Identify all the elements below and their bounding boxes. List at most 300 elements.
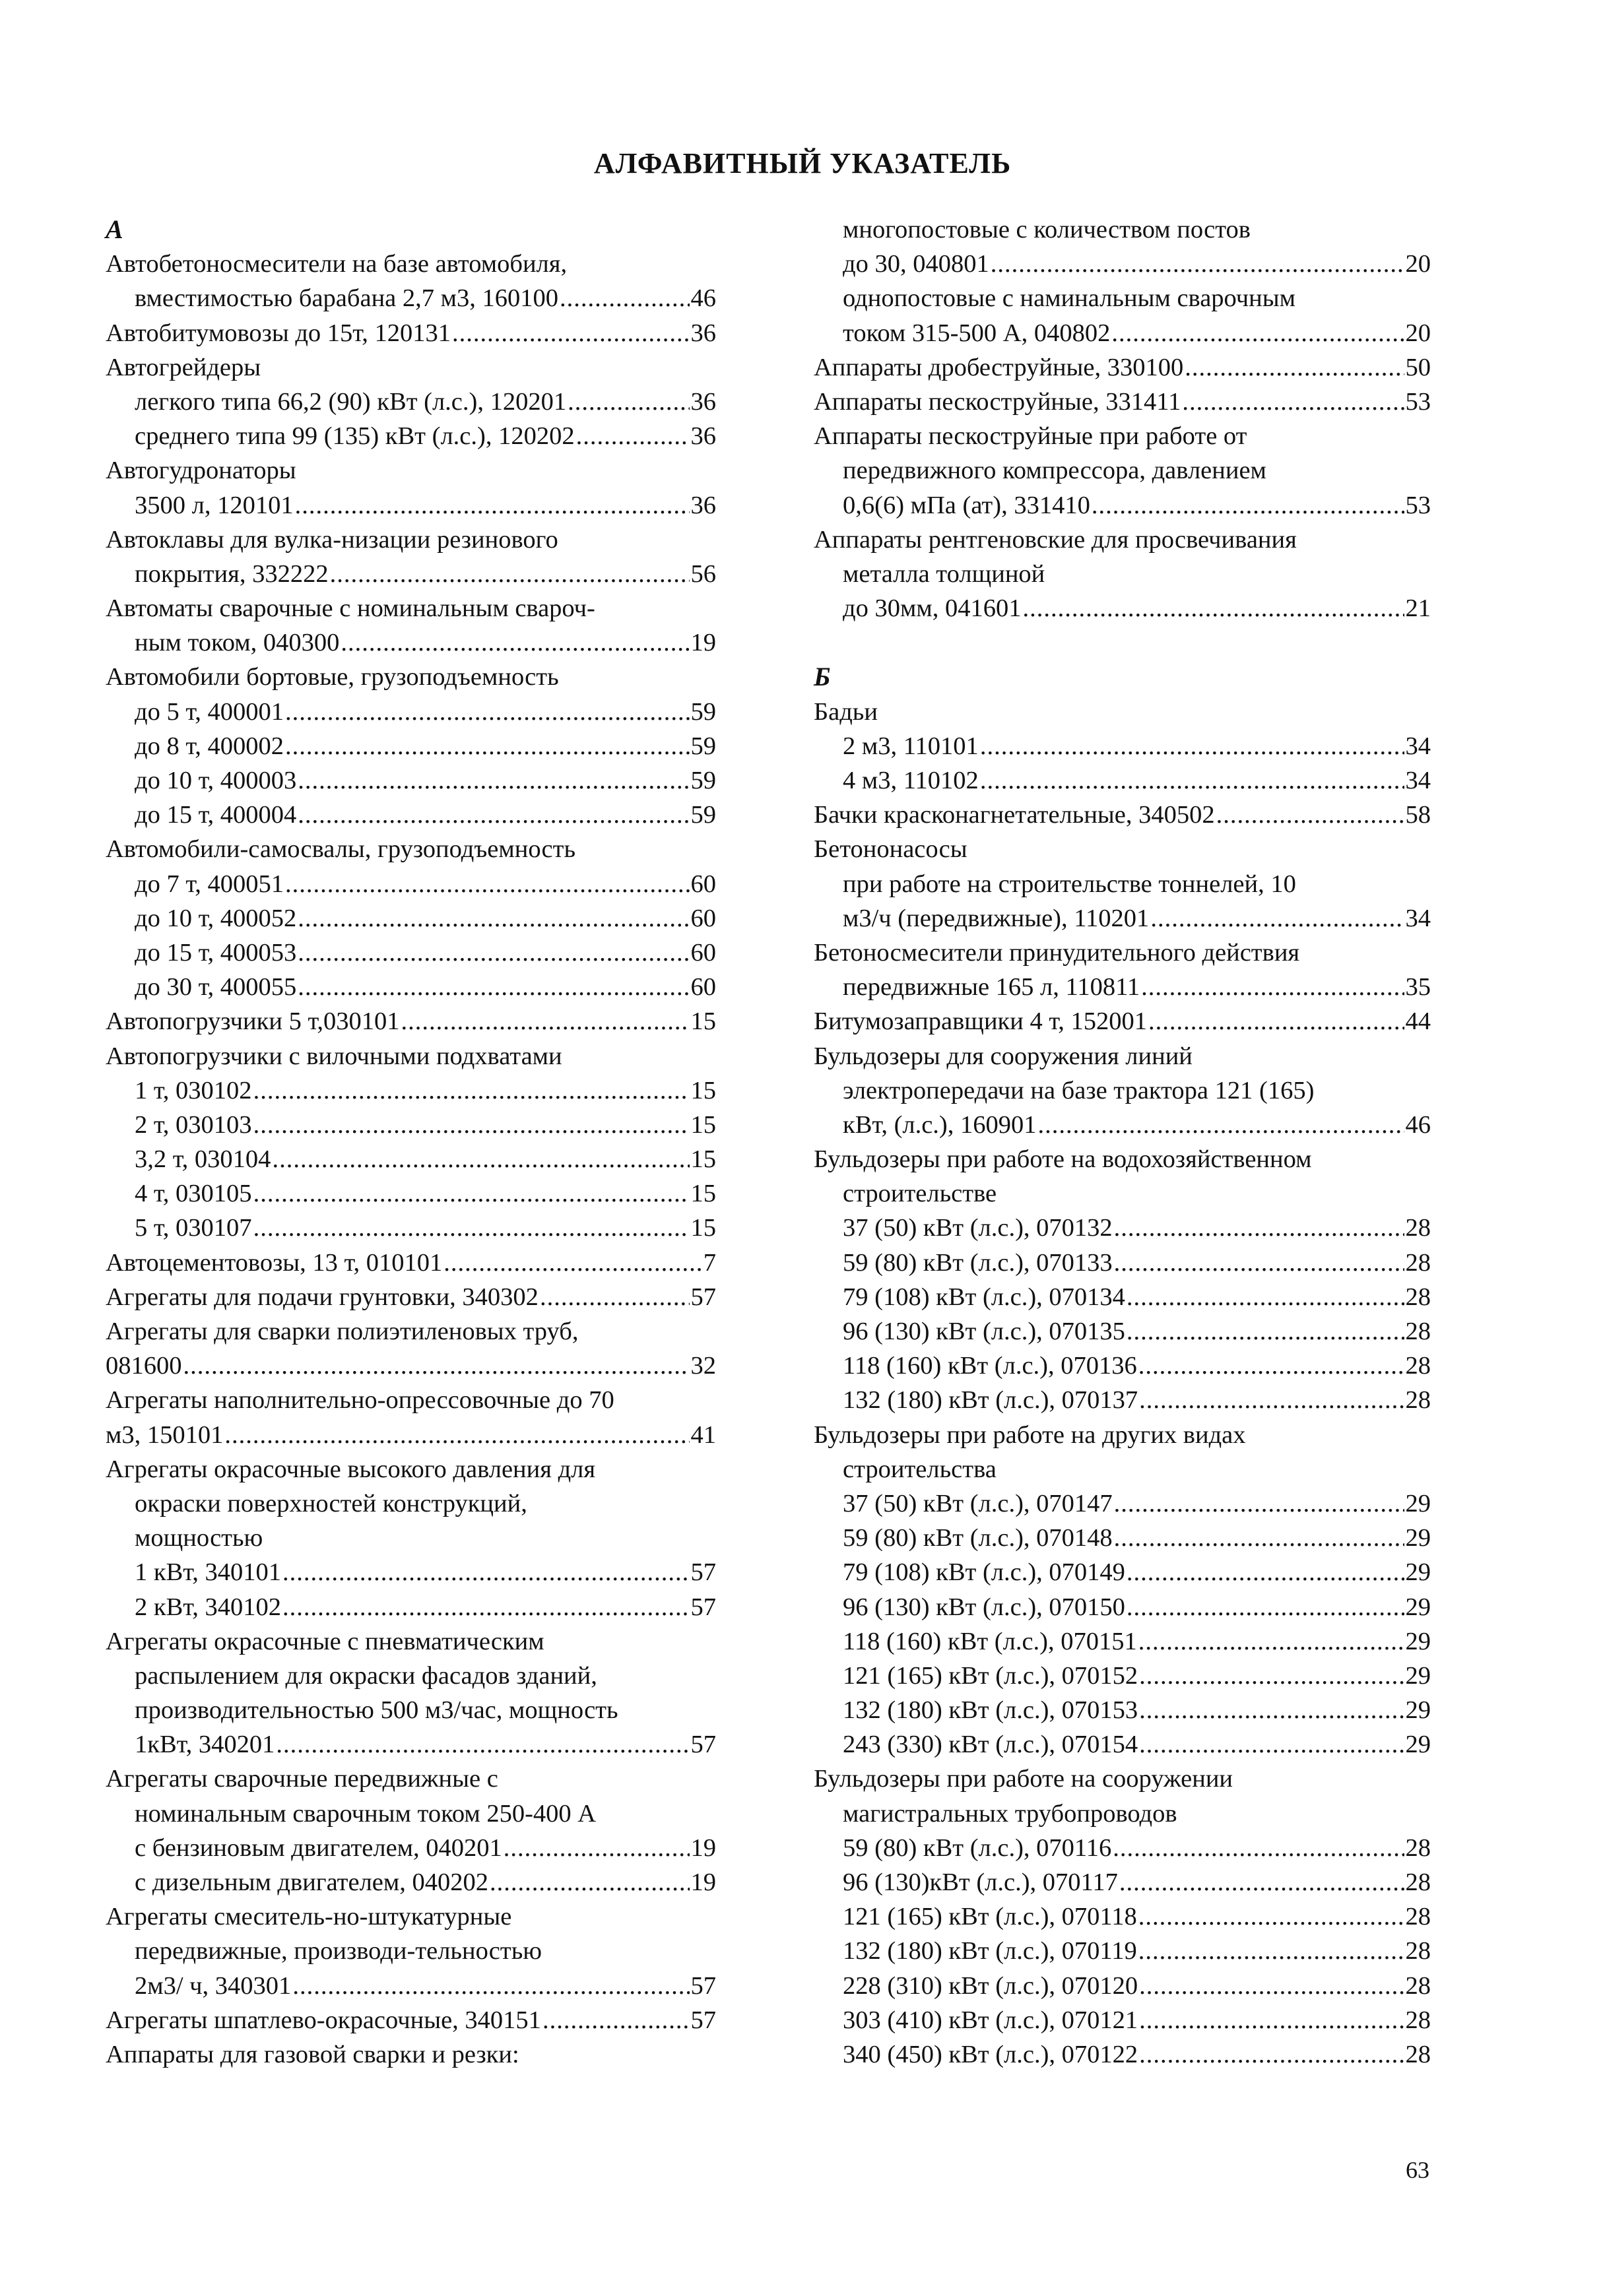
- index-entry-label: 132 (180) кВт (л.с.), 070119: [843, 1937, 1137, 1965]
- index-entry: [814, 763, 1431, 798]
- index-entry-label: до 15 т, 400053: [135, 938, 297, 967]
- index-entry-label: до 8 т, 400002: [135, 732, 284, 760]
- index-heading: Агрегаты окрасочные с пневматическим: [106, 1627, 544, 1655]
- index-entry-page: 35: [1405, 973, 1431, 1002]
- index-entry: [814, 385, 1431, 419]
- index-entry-page: 57: [690, 1558, 716, 1587]
- index-entry: [106, 488, 716, 523]
- index-entry-label: 5 т, 030107: [135, 1214, 252, 1242]
- index-entry: [814, 729, 1431, 763]
- index-heading: Автомобили-самосвалы, грузоподъемность: [106, 835, 576, 864]
- index-entry-label: Бачки красконагнетательные, 340502: [814, 801, 1215, 829]
- index-entry: [106, 729, 716, 763]
- index-heading: Автобетоносмесители на базе автомобиля,: [106, 250, 568, 278]
- index-entry-label: 121 (165) кВт (л.с.), 070118: [843, 1903, 1137, 1931]
- index-entry-page: 34: [1405, 767, 1431, 794]
- index-entry-label: 2 кВт, 340102: [135, 1593, 281, 1621]
- index-entry: [106, 1142, 716, 1176]
- index-entry-label: 37 (50) кВт (л.с.), 070132: [843, 1214, 1113, 1242]
- dot-leader: [285, 729, 689, 763]
- index-entry-label: 132 (180) кВт (л.с.), 070137: [843, 1386, 1138, 1415]
- index-entry-page: 20: [1405, 319, 1431, 347]
- index-subheading: номинальным сварочным током 250-400 А: [135, 1799, 597, 1828]
- index-entry: [106, 557, 716, 591]
- index-entry-label: до 30 т, 400055: [135, 973, 297, 1002]
- index-entry: [106, 1969, 716, 2003]
- index-heading: Бульдозеры при работе на других видах: [814, 1420, 1246, 1449]
- dot-leader: [1138, 1899, 1404, 1934]
- index-entry-label: 2м3/ ч, 340301: [135, 1971, 292, 2000]
- index-entry-page: 28: [1405, 1903, 1431, 1931]
- index-entry-page: 57: [690, 2006, 716, 2034]
- index-entry-label: 59 (80) кВт (л.с.), 070116: [843, 1834, 1112, 1862]
- index-entry-label: 303 (410) кВт (л.с.), 070121: [843, 2006, 1138, 2034]
- index-entry-label: 118 (160) кВт (л.с.), 070136: [843, 1352, 1137, 1380]
- index-column-right: [814, 212, 1431, 2072]
- index-entry: [106, 936, 716, 970]
- index-entry-label: 3500 л, 120101: [135, 491, 294, 519]
- index-entry-page: 50: [1405, 353, 1431, 381]
- index-entry-label: 132 (180) кВт (л.с.), 070153: [843, 1696, 1138, 1725]
- index-entry-label: 340 (450) кВт (л.с.), 070122: [843, 2040, 1138, 2068]
- index-entry-label: 2 м3, 110101: [843, 732, 979, 760]
- dot-leader: [1139, 2037, 1404, 2072]
- dot-leader: [1127, 1555, 1404, 1589]
- index-entry-label: кВт, (л.с.), 160901: [843, 1110, 1037, 1139]
- dot-leader: [576, 419, 690, 453]
- index-entry-page: 15: [690, 1110, 716, 1139]
- index-entry-label: вместимостью барабана 2,7 м3, 160100: [135, 284, 558, 313]
- index-entry: [814, 1004, 1431, 1038]
- index-entry: [814, 1314, 1431, 1349]
- index-entry-page: 57: [690, 1731, 716, 1759]
- dot-leader: [1185, 350, 1404, 385]
- index-entry: [106, 316, 716, 350]
- index-entry-label: 96 (130) кВт (л.с.), 070135: [843, 1318, 1125, 1345]
- dot-leader: [1139, 1727, 1404, 1762]
- dot-leader: [1111, 316, 1404, 350]
- index-entry: [106, 1108, 716, 1142]
- dot-leader: [1127, 1590, 1404, 1624]
- index-entry-label: до 30, 040801: [843, 250, 989, 278]
- index-heading: Бадьи: [814, 697, 878, 726]
- index-entry-label: 96 (130)кВт (л.с.), 070117: [843, 1868, 1118, 1896]
- dot-leader: [1114, 1211, 1404, 1245]
- index-entry: [106, 2003, 716, 2037]
- index-entry-label: 4 т, 030105: [135, 1180, 252, 1208]
- index-subheading: при работе на строительстве тоннелей, 10: [843, 870, 1296, 898]
- index-entry: [814, 2003, 1431, 2037]
- dot-leader: [568, 385, 689, 419]
- index-entry: [814, 316, 1431, 350]
- index-heading: Агрегаты для сварки полиэтиленовых труб,: [106, 1318, 579, 1345]
- dot-leader: [991, 247, 1404, 281]
- dot-leader: [1114, 1486, 1404, 1521]
- index-entry-label: 79 (108) кВт (л.с.), 070134: [843, 1283, 1125, 1311]
- dot-leader: [1127, 1314, 1404, 1349]
- index-subheading: окраски поверхностей конструкций,: [135, 1489, 527, 1517]
- dot-leader: [1114, 1246, 1404, 1280]
- index-heading: Агрегаты наполнительно-опрессовочные до 70: [106, 1386, 614, 1415]
- index-subheading: строительстве: [843, 1180, 997, 1208]
- dot-leader: [292, 1969, 689, 2003]
- index-entry: [814, 1590, 1431, 1624]
- index-subheading: однопостовые с наминальным сварочным: [843, 284, 1295, 313]
- page-title: АЛФАВИТНЫЙ УКАЗАТЕЛЬ: [593, 147, 1012, 179]
- dot-leader: [980, 763, 1404, 798]
- dot-leader: [540, 1280, 690, 1314]
- index-entry-page: 7: [703, 1248, 716, 1277]
- dot-leader: [1139, 1383, 1404, 1417]
- index-entry-label: 228 (310) кВт (л.с.), 070120: [843, 1971, 1138, 2000]
- index-entry-label: Аппараты пескоструйные, 331411: [814, 387, 1181, 416]
- index-entry-page: 57: [690, 1283, 716, 1311]
- index-entry: [106, 1246, 716, 1280]
- index-entry-page: 36: [690, 319, 716, 347]
- dot-leader: [282, 1555, 690, 1589]
- index-entry-label: током 315-500 А, 040802: [843, 319, 1111, 347]
- index-entry-page: 59: [690, 767, 716, 794]
- index-subheading: многопостовые с количеством постов: [843, 216, 1251, 243]
- index-entry: [106, 1280, 716, 1314]
- dot-leader: [285, 695, 689, 729]
- index-entry-page: 29: [1405, 1627, 1431, 1655]
- index-entry-page: 29: [1405, 1524, 1431, 1552]
- index-entry-page: 34: [1405, 904, 1431, 932]
- index-entry: [106, 1555, 716, 1589]
- index-entry-page: 41: [690, 1420, 716, 1449]
- index-entry-label: ным током, 040300: [135, 629, 340, 657]
- dot-leader: [443, 1246, 702, 1280]
- dot-leader: [253, 1211, 690, 1245]
- dot-leader: [504, 1831, 690, 1865]
- dot-leader: [298, 901, 689, 936]
- index-entry-label: Агрегаты для подачи грунтовки, 340302: [106, 1283, 539, 1311]
- index-entry-label: до 5 т, 400001: [135, 697, 284, 726]
- dot-leader: [1139, 1693, 1404, 1727]
- dot-leader: [330, 557, 690, 591]
- index-entry-page: 28: [1405, 2040, 1431, 2068]
- index-entry: [106, 1865, 716, 1899]
- dot-leader: [1141, 970, 1404, 1004]
- index-entry: [814, 1659, 1431, 1693]
- index-entry: [106, 1211, 716, 1245]
- index-entry-label: 96 (130) кВт (л.с.), 070150: [843, 1593, 1125, 1621]
- index-heading: Агрегаты окрасочные высокого давления для: [106, 1455, 596, 1483]
- index-entry-page: 56: [690, 559, 716, 588]
- index-entry: [814, 1211, 1431, 1245]
- index-entry-page: 28: [1405, 1318, 1431, 1345]
- dot-leader: [298, 936, 689, 970]
- index-entry: [106, 798, 716, 832]
- index-entry: [106, 970, 716, 1004]
- index-entry: [106, 281, 716, 315]
- index-entry: [814, 350, 1431, 385]
- dot-leader: [1216, 798, 1404, 832]
- dot-leader: [253, 1176, 690, 1211]
- index-entry: [814, 798, 1431, 832]
- index-entry-page: 28: [1405, 1214, 1431, 1242]
- dot-leader: [1182, 385, 1404, 419]
- index-entry-page: 44: [1405, 1007, 1431, 1036]
- dot-leader: [1092, 488, 1404, 523]
- dot-leader: [341, 625, 689, 660]
- index-entry-label: до 30мм, 041601: [843, 594, 1022, 623]
- index-entry-label: 1 кВт, 340101: [135, 1558, 281, 1587]
- dot-leader: [452, 316, 690, 350]
- index-entry: [814, 1969, 1431, 2003]
- dot-leader: [1139, 2003, 1404, 2037]
- index-subheading: электропередачи на базе трактора 121 (165): [843, 1076, 1315, 1104]
- index-entry-page: 57: [690, 1971, 716, 2000]
- index-entry-page: 29: [1405, 1593, 1431, 1621]
- index-entry-label: Аппараты дробеструйные, 330100: [814, 353, 1184, 381]
- index-entry-label: 3,2 т, 030104: [135, 1145, 271, 1174]
- index-entry-label: до 10 т, 400052: [135, 904, 297, 932]
- index-entry-page: 29: [1405, 1558, 1431, 1587]
- index-heading: Автоматы сварочные с номинальным свароч-: [106, 594, 595, 623]
- dot-leader: [1138, 1934, 1404, 1968]
- dot-leader: [490, 1865, 689, 1899]
- dot-leader: [285, 867, 689, 901]
- dot-leader: [1138, 1624, 1404, 1659]
- index-entry-label: 79 (108) кВт (л.с.), 070149: [843, 1558, 1125, 1587]
- dot-leader: [253, 1073, 690, 1108]
- index-subheading: передвижные, производи-тельностью: [135, 1937, 542, 1965]
- index-entry-page: 60: [690, 870, 716, 898]
- index-entry-label: 37 (50) кВт (л.с.), 070147: [843, 1489, 1113, 1517]
- index-entry: [106, 763, 716, 798]
- index-entry-page: 59: [690, 697, 716, 726]
- index-entry-label: до 10 т, 400003: [135, 767, 297, 794]
- index-entry: [106, 1349, 716, 1383]
- index-entry-page: 53: [1405, 387, 1431, 416]
- index-entry-label: 243 (330) кВт (л.с.), 070154: [843, 1731, 1138, 1759]
- index-subheading: строительства: [843, 1455, 997, 1483]
- dot-leader: [560, 281, 690, 315]
- index-entry-page: 15: [690, 1180, 716, 1208]
- index-entry-page: 28: [1405, 1386, 1431, 1415]
- index-entry-label: 0,6(6) мПа (ат), 331410: [843, 491, 1090, 519]
- dot-leader: [1150, 901, 1404, 936]
- index-entry: [814, 247, 1431, 281]
- index-entry-label: м3, 150101: [106, 1420, 224, 1449]
- index-entry-page: 60: [690, 973, 716, 1002]
- index-entry: [814, 1693, 1431, 1727]
- dot-leader: [980, 729, 1404, 763]
- dot-leader: [401, 1004, 690, 1038]
- index-entry-page: 21: [1405, 594, 1431, 623]
- index-entry-label: с дизельным двигателем, 040202: [135, 1868, 489, 1896]
- dot-leader: [1138, 1349, 1404, 1383]
- index-entry-label: передвижные 165 л, 110811: [843, 973, 1140, 1002]
- index-entry-page: 28: [1405, 1283, 1431, 1311]
- section-letter: А: [106, 214, 123, 244]
- index-entry-page: 15: [690, 1007, 716, 1036]
- index-entry-page: 29: [1405, 1731, 1431, 1759]
- index-heading: Аппараты пескоструйные при работе от: [814, 422, 1247, 451]
- dot-leader: [1139, 1659, 1404, 1693]
- dot-leader: [253, 1108, 690, 1142]
- index-entry-page: 57: [690, 1593, 716, 1621]
- index-heading: Бульдозеры при работе на сооружении: [814, 1765, 1233, 1793]
- index-entry: [106, 1831, 716, 1865]
- index-entry-page: 59: [690, 732, 716, 760]
- index-entry-page: 53: [1405, 491, 1431, 519]
- index-entry-page: 32: [690, 1352, 716, 1380]
- index-entry: [814, 1865, 1431, 1899]
- dot-leader: [1022, 591, 1404, 625]
- index-entry-page: 28: [1405, 1971, 1431, 2000]
- index-entry-label: Автоцементовозы, 13 т, 010101: [106, 1248, 443, 1277]
- dot-leader: [1127, 1280, 1404, 1314]
- index-entry-label: 121 (165) кВт (л.с.), 070152: [843, 1661, 1138, 1690]
- index-entry: [106, 867, 716, 901]
- dot-leader: [1113, 1831, 1404, 1865]
- index-entry-label: 59 (80) кВт (л.с.), 070133: [843, 1248, 1113, 1277]
- index-entry-page: 60: [690, 904, 716, 932]
- dot-leader: [282, 1590, 690, 1624]
- index-entry: [106, 695, 716, 729]
- index-entry: [814, 488, 1431, 523]
- index-entry-page: 60: [690, 938, 716, 967]
- index-entry: [106, 901, 716, 936]
- index-entry-page: 29: [1405, 1696, 1431, 1725]
- index-subheading: передвижного компрессора, давлением: [843, 457, 1266, 485]
- index-entry-label: покрытия, 332222: [135, 559, 329, 588]
- index-column-left: [106, 212, 716, 2072]
- index-entry: [814, 591, 1431, 625]
- index-entry: [814, 1246, 1431, 1280]
- index-heading: Агрегаты сварочные передвижные с: [106, 1765, 498, 1793]
- index-entry-label: 2 т, 030103: [135, 1110, 252, 1139]
- dot-leader: [183, 1349, 690, 1383]
- index-heading: Аппараты для газовой сварки и резки:: [106, 2040, 519, 2068]
- dot-leader: [1139, 1969, 1404, 2003]
- index-entry: [106, 1727, 716, 1762]
- index-entry-page: 28: [1405, 1937, 1431, 1965]
- index-entry: [106, 419, 716, 453]
- index-entry: [106, 385, 716, 419]
- dot-leader: [224, 1418, 689, 1452]
- index-entry-page: 34: [1405, 732, 1431, 760]
- index-heading: Бетононасосы: [814, 835, 967, 864]
- index-entry: [814, 1555, 1431, 1589]
- index-entry-page: 28: [1405, 1868, 1431, 1896]
- index-entry: [814, 1108, 1431, 1142]
- index-entry-page: 20: [1405, 250, 1431, 278]
- index-entry-page: 15: [690, 1145, 716, 1174]
- index-entry-label: до 15 т, 400004: [135, 801, 297, 829]
- index-entry: [814, 901, 1431, 936]
- index-entry-label: 118 (160) кВт (л.с.), 070151: [843, 1627, 1137, 1655]
- index-entry-label: 59 (80) кВт (л.с.), 070148: [843, 1524, 1113, 1552]
- index-entry: [814, 1383, 1431, 1417]
- index-entry-label: Автобитумовозы до 15т, 120131: [106, 319, 451, 347]
- index-entry: [106, 1418, 716, 1452]
- index-entry: [814, 1727, 1431, 1762]
- index-heading: Бульдозеры для сооружения линий: [814, 1042, 1193, 1070]
- index-entry-page: 29: [1405, 1661, 1431, 1690]
- index-entry-page: 19: [690, 1834, 716, 1862]
- index-subheading: металла толщиной: [843, 559, 1045, 588]
- index-entry-page: 15: [690, 1214, 716, 1242]
- index-heading: Автоклавы для вулка-низации резинового: [106, 525, 558, 554]
- index-entry-label: 1кВт, 340201: [135, 1731, 275, 1759]
- dot-leader: [1148, 1004, 1404, 1038]
- dot-leader: [276, 1727, 689, 1762]
- index-entry-label: до 7 т, 400051: [135, 870, 284, 898]
- index-heading: Автопогрузчики с вилочными подхватами: [106, 1042, 562, 1070]
- dot-leader: [1038, 1108, 1404, 1142]
- index-entry: [814, 1349, 1431, 1383]
- index-entry: [814, 1280, 1431, 1314]
- index-entry-page: 36: [690, 422, 716, 451]
- index-entry-label: Битумозаправщики 4 т, 152001: [814, 1007, 1148, 1036]
- section-letter: Б: [814, 662, 831, 692]
- index-heading: Автогудронаторы: [106, 457, 296, 485]
- index-heading: Автогрейдеры: [106, 353, 261, 381]
- dot-leader: [272, 1142, 689, 1176]
- page-number: 63: [1406, 2157, 1429, 2183]
- index-subheading: магистральных трубопроводов: [843, 1799, 1177, 1828]
- index-subheading: производительностью 500 м3/час, мощность: [135, 1696, 618, 1725]
- index-entry: [814, 1831, 1431, 1865]
- dot-leader: [298, 798, 689, 832]
- index-entry-page: 28: [1405, 1248, 1431, 1277]
- index-entry-page: 28: [1405, 1834, 1431, 1862]
- index-entry: [106, 1176, 716, 1211]
- index-entry-page: 36: [690, 387, 716, 416]
- index-entry-page: 28: [1405, 1352, 1431, 1380]
- index-entry-label: легкого типа 66,2 (90) кВт (л.с.), 120201: [135, 387, 567, 416]
- index-entry-label: 4 м3, 110102: [843, 767, 979, 794]
- index-entry-page: 59: [690, 801, 716, 829]
- dot-leader: [1119, 1865, 1404, 1899]
- dot-leader: [1114, 1521, 1404, 1555]
- index-entry-page: 19: [690, 629, 716, 657]
- index-entry: [814, 1934, 1431, 1968]
- index-entry: [814, 1521, 1431, 1555]
- index-entry: [814, 970, 1431, 1004]
- index-entry-page: 19: [690, 1868, 716, 1896]
- dot-leader: [542, 2003, 690, 2037]
- index-entry-page: 28: [1405, 2006, 1431, 2034]
- index-entry-page: 15: [690, 1076, 716, 1104]
- index-entry-label: м3/ч (передвижные), 110201: [843, 904, 1150, 932]
- index-entry-page: 46: [690, 284, 716, 313]
- index-heading: Бульдозеры при работе на водохозяйственном: [814, 1145, 1312, 1174]
- index-entry-label: Автопогрузчики 5 т,030101: [106, 1007, 400, 1036]
- index-entry: [814, 1899, 1431, 1934]
- dot-leader: [298, 970, 689, 1004]
- index-entry-page: 46: [1405, 1110, 1431, 1139]
- index-entry-label: 1 т, 030102: [135, 1076, 252, 1104]
- index-entry: [106, 1004, 716, 1038]
- index-entry: [814, 1486, 1431, 1521]
- index-entry-page: 36: [690, 491, 716, 519]
- index-entry: [814, 2037, 1431, 2072]
- index-heading: Автомобили бортовые, грузоподъемность: [106, 663, 559, 691]
- index-subheading: мощностью: [135, 1524, 263, 1552]
- index-entry-label: 081600: [106, 1352, 182, 1380]
- index-subheading: распылением для окраски фасадов зданий,: [135, 1661, 597, 1690]
- index-entry: [814, 1624, 1431, 1659]
- index-entry-page: 58: [1405, 801, 1431, 829]
- index-entry: [106, 625, 716, 660]
- dot-leader: [298, 763, 689, 798]
- index-entry-label: среднего типа 99 (135) кВт (л.с.), 120202: [135, 422, 575, 451]
